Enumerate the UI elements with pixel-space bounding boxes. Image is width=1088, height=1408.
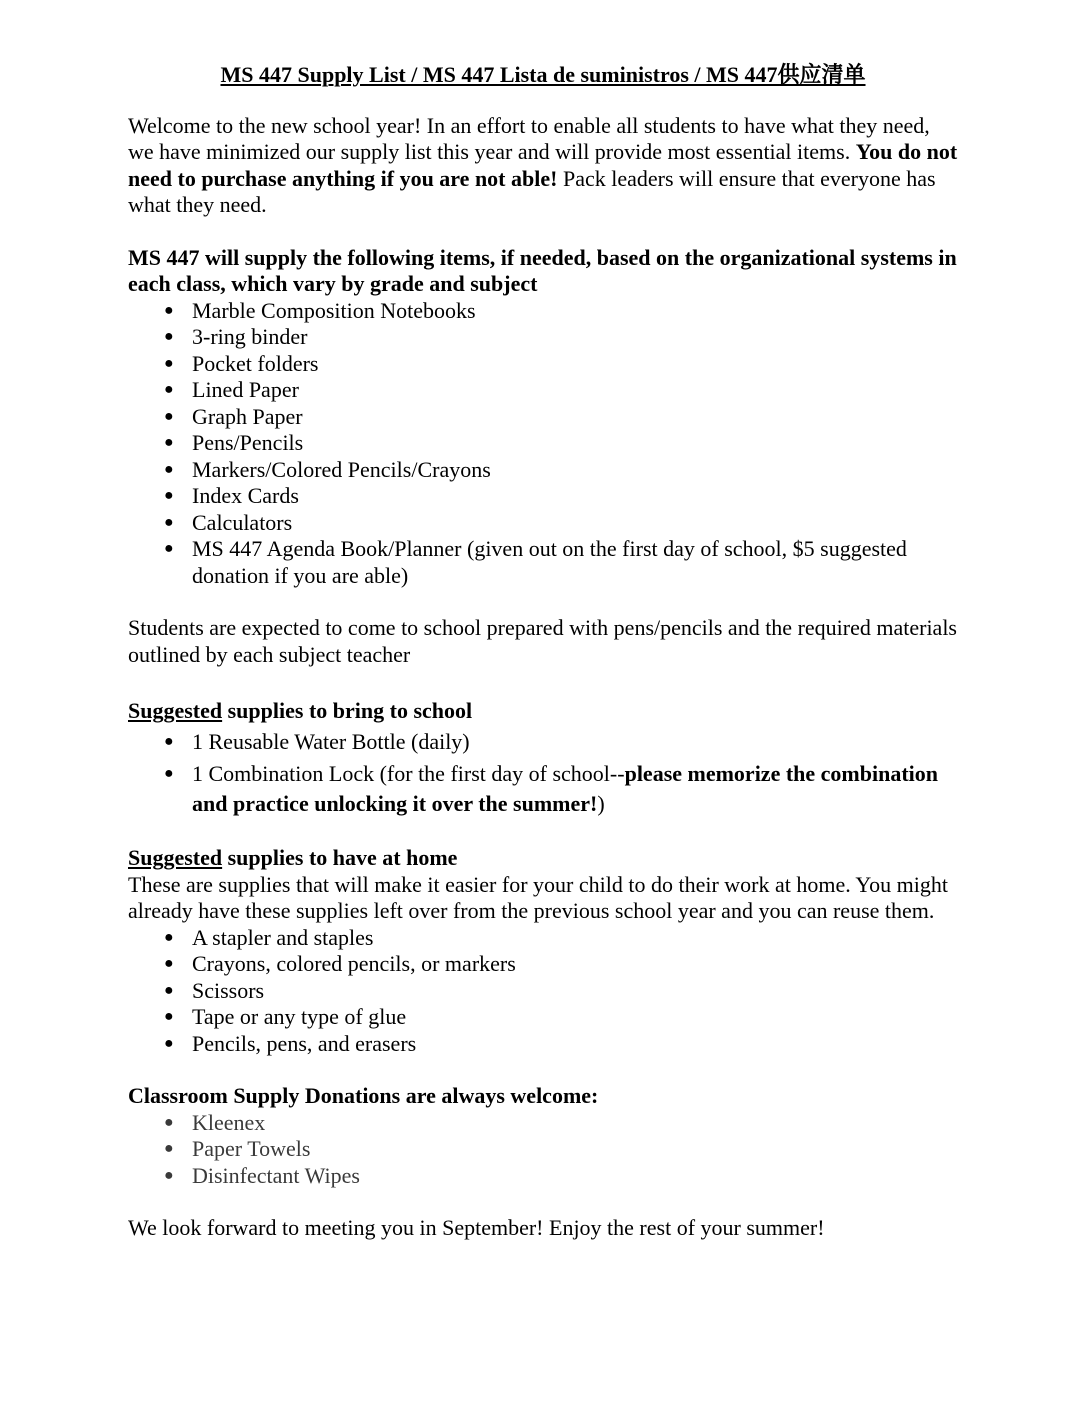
list-item-label: Pens/Pencils (192, 430, 304, 455)
lock-bold-notice: please memorize the combination and practice unlocking it over the summer! (192, 761, 939, 816)
list-item (128, 404, 958, 431)
bring-list (128, 727, 958, 819)
bullet-icon: ● (164, 765, 174, 782)
bullet-icon: ● (164, 540, 174, 557)
list-item (128, 377, 958, 404)
bullet-icon: ● (164, 513, 174, 531)
home-heading-rest: supplies to have at home (222, 845, 458, 870)
bullet-icon: ● (164, 1034, 174, 1052)
list-item-label-end: ) (597, 790, 605, 816)
bullet-icon: ● (164, 1113, 174, 1131)
bullet-icon: ● (164, 434, 174, 451)
donations-list (128, 1110, 958, 1190)
bring-section (128, 698, 958, 818)
bullet-icon: ● (164, 732, 174, 750)
document-page (128, 62, 958, 1242)
bullet-icon: ● (164, 354, 174, 372)
list-item-label: 1 Combination Lock (for the first day of school-- (192, 761, 625, 786)
home-description: These are supplies that will make it easier for your child to do their work at home. You might already have these supplies left over from the previous school year and you can reuse them. (128, 871, 948, 923)
list-item-label: Scissors (192, 977, 265, 1003)
intro-bold-notice: You do not need to purchase anything if you are not able! (128, 139, 958, 191)
home-section (128, 845, 958, 1057)
intro-text-2: Pack leaders will ensure that everyone has what they need. (128, 165, 936, 217)
list-item-label: Graph Paper (192, 403, 303, 429)
bullet-icon: ● (164, 487, 174, 504)
intro-paragraph (128, 113, 958, 219)
bullet-icon: ● (164, 407, 174, 425)
list-item (128, 483, 958, 510)
supplied-section (128, 245, 958, 590)
donations-heading: Classroom Supply Donations are always welcome: (128, 1083, 599, 1108)
list-item-label: 1 Reusable Water Bottle (daily) (192, 728, 470, 754)
list-item (128, 457, 958, 484)
list-item-label: Tape or any type of glue (192, 1004, 407, 1029)
list-item-label: Markers/Colored Pencils/Crayons (192, 456, 491, 482)
supplied-heading: MS 447 will supply the following items, if needed, based on the organizational systems in each class, which vary by grade and subject (128, 244, 957, 296)
supplied-list (128, 298, 958, 590)
bullet-icon: ● (164, 955, 174, 972)
list-item (128, 430, 958, 457)
list-item-label: MS 447 Agenda Book/Planner (given out on the first day of school, $5 suggested donation if you are able) (192, 536, 907, 588)
bullet-icon: ● (164, 1008, 174, 1025)
list-item (128, 951, 958, 978)
donations-section (128, 1083, 958, 1189)
page-title: MS 447 Supply List / MS 447 Lista de suministros / MS 447供应清单 (220, 62, 866, 87)
bullet-icon: ● (164, 1166, 174, 1184)
list-item (128, 1136, 958, 1163)
bullet-icon: ● (164, 1140, 174, 1157)
list-item (128, 1031, 958, 1058)
list-item-label: Paper Towels (192, 1136, 311, 1161)
bullet-icon: ● (164, 460, 174, 478)
list-item (128, 324, 958, 351)
list-item (128, 925, 958, 952)
list-item (128, 1110, 958, 1137)
list-item-label: Kleenex (192, 1109, 266, 1135)
list-item (128, 727, 958, 757)
list-item-label: 3-ring binder (192, 324, 308, 349)
list-item (128, 759, 958, 818)
bullet-icon: ● (164, 928, 174, 946)
bullet-icon: ● (164, 981, 174, 999)
bring-heading-rest: supplies to bring to school (222, 698, 473, 723)
expectation-paragraph: Students are expected to come to school prepared with pens/pencils and the required materials outlined by each subject teacher (128, 615, 957, 667)
list-item-label: A stapler and staples (192, 924, 374, 950)
list-item (128, 351, 958, 378)
intro-text-1: Welcome to the new school year! In an effort to enable all students to have what they need, we have minimized our supply list this year and will provide most essential items. (128, 112, 930, 164)
list-item (128, 298, 958, 325)
bullet-icon: ● (164, 328, 174, 345)
bullet-icon: ● (164, 301, 174, 319)
list-item (128, 1004, 958, 1031)
list-item-label: Pocket folders (192, 350, 319, 376)
list-item (128, 510, 958, 537)
list-item-label: Crayons, colored pencils, or markers (192, 951, 516, 976)
list-item-label: Calculators (192, 509, 293, 535)
list-item-label: Marble Composition Notebooks (192, 297, 476, 323)
bullet-icon: ● (164, 381, 174, 398)
list-item-label: Lined Paper (192, 377, 299, 402)
list-item (128, 1163, 958, 1190)
list-item (128, 978, 958, 1005)
closing-paragraph: We look forward to meeting you in September! Enjoy the rest of your summer! (128, 1215, 825, 1240)
home-heading-underlined: Suggested (128, 845, 223, 870)
bring-heading-underlined: Suggested (128, 698, 223, 723)
home-list (128, 925, 958, 1058)
list-item-label: Index Cards (192, 483, 299, 508)
home-heading (128, 845, 958, 872)
bring-heading (128, 698, 958, 725)
list-item-label: Disinfectant Wipes (192, 1162, 360, 1188)
list-item (128, 536, 958, 589)
list-item-label: Pencils, pens, and erasers (192, 1030, 417, 1056)
